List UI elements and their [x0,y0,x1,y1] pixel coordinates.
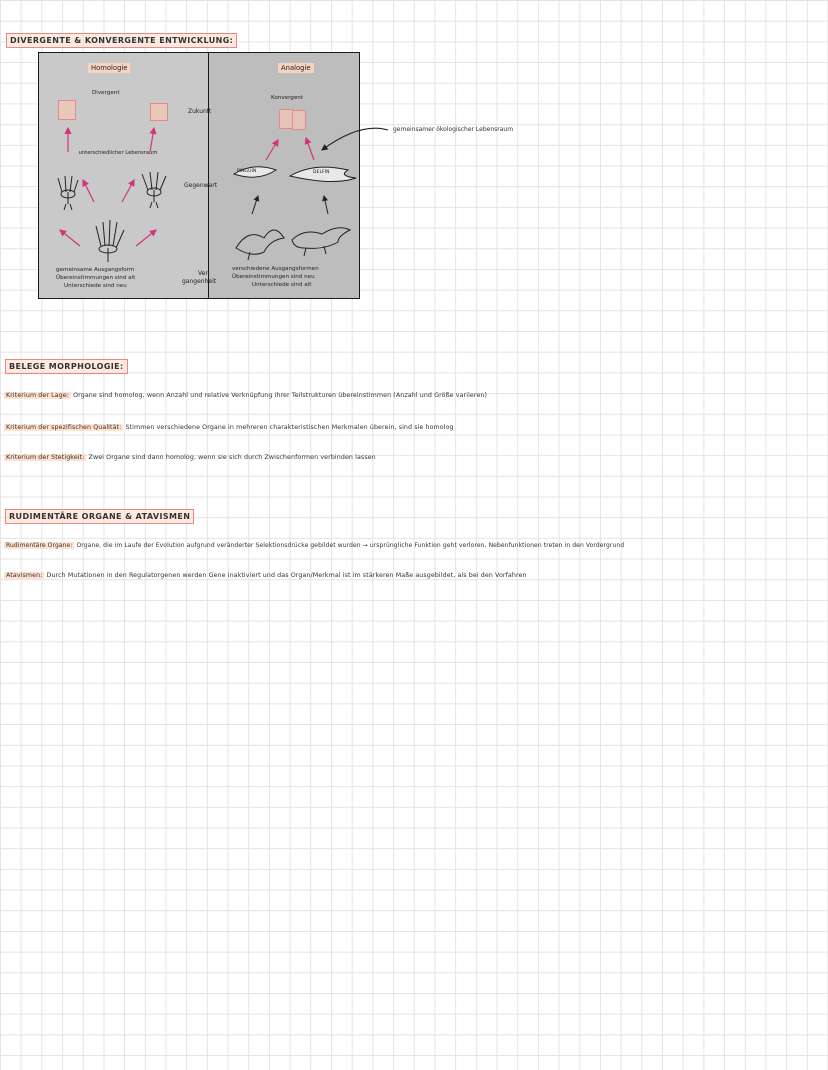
analogie-arrows [266,138,314,160]
timeline-past-1: Ver- [198,270,210,277]
analogie-bottom-note-2: Übereinstimmungen sind neu [232,274,315,280]
homologie-bottom-note-1: gemeinsame Ausgangsform [56,267,135,273]
homologie-middle-note: unterschiedlicher Lebensraum [78,150,158,156]
evolution-diagram [38,52,360,299]
homologie-bottom-note-3: Unterschiede sind neu [64,283,127,289]
delfin-label: DELFIN [313,170,330,175]
analogie-title: Analogie [278,63,314,73]
analogie-black-arrows [252,196,328,214]
criterion-qualitaet-label: Kriterium der spezifischen Qualität: [6,424,122,431]
atavismen-line [4,572,527,579]
timeline-present: Gegenwart [184,182,218,189]
criterion-qualitaet [4,424,454,431]
limb-skeleton-right-icon [142,172,166,208]
analogie-bottom-note-1: verschiedene Ausgangsformen [232,266,319,272]
callout-lebensraum: gemeinsamer ökologischer Lebensraum [393,126,514,133]
heading-divergent-konvergent: DIVERGENTE & KONVERGENTE ENTWICKLUNG: [6,33,237,48]
analogie-bottom-note-3: Unterschiede sind alt [252,282,312,288]
timeline-past-2: gangenheit [182,278,217,285]
homologie-subtitle: Divergent [92,90,120,96]
atavismen-text: Durch Mutationen in den Regulatorgenen werden Gene inaktiviert und das Organ/Merkmal ist im stärkeren Maße ausgebildet, als bei den Vorfahren [46,572,527,579]
homologie-bottom-note-2: Übereinstimmungen sind alt [56,275,136,281]
bird-ancestor-icon [236,230,284,260]
rudimentaere-organe-text: Organe, die im Laufe der Evolution aufgrund veränderter Selektionsdrücke gebildet wurden → ursprüngliche Funktion geht verloren, Nebenfunktionen treten in den Vordergrund [76,542,625,549]
limb-skeleton-ancestor-icon [96,220,124,262]
rudimentaere-organe-label: Rudimentäre Organe: [6,542,73,549]
homologie-arrows [60,128,156,246]
homologie-title: Homologie [88,63,130,73]
analogie-subtitle: Konvergent [271,95,304,101]
criterion-lage-label: Kriterium der Lage: [6,392,69,399]
diagram-drawings [38,52,360,299]
criterion-lage-text: Organe sind homolog, wenn Anzahl und relative Verknüpfung ihrer Teilstrukturen übereinstimmen (Anzahl und Größe variieren) [73,392,488,399]
limb-skeleton-left-icon [58,176,78,210]
rudimentaere-organe-line [4,542,624,549]
atavismen-label: Atavismen: [6,572,43,579]
reptile-ancestor-icon [292,228,350,256]
criterion-qualitaet-text: Stimmen verschiedene Organe in mehreren charakteristischen Merkmalen überein, sind sie homolog [125,424,454,431]
timeline-future: Zukunft [188,108,212,115]
criterion-stetigkeit-label: Kriterium der Stetigkeit: [6,454,85,461]
criterion-lage [4,392,487,399]
heading-belege-morphologie: BELEGE MORPHOLOGIE: [5,359,128,374]
criterion-stetigkeit [4,454,376,461]
criterion-stetigkeit-text: Zwei Organe sind dann homolog, wenn sie sich durch Zwischenformen verbinden lassen [88,454,376,461]
pinguin-label: PINGUIN [237,169,257,174]
heading-rudimentaere-organe: RUDIMENTÄRE ORGANE & ATAVISMEN [5,509,194,524]
